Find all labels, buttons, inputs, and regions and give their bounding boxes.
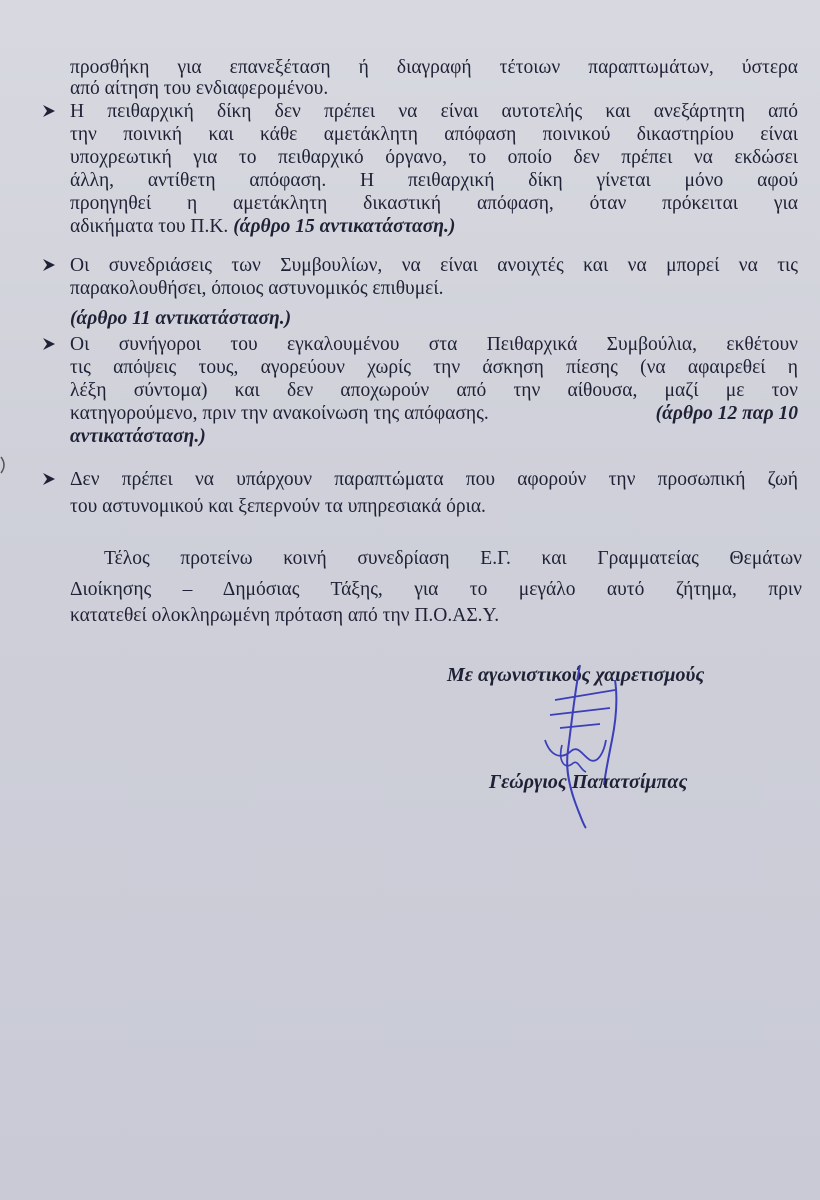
- handwritten-signature: [520, 660, 640, 830]
- text-line: κατατεθεί ολοκληρωμένη πρόταση από την Π.Ο.ΑΣ.Υ.: [70, 605, 500, 626]
- text-line: αδικήματα του Π.Κ.: [70, 216, 229, 237]
- text-line: Τέλος προτείνω κοινή συνεδρίαση Ε.Γ. και Γραμματείας Θεμάτων: [104, 548, 802, 569]
- text-line: υποχρεωτική για το πειθαρχικό όργανο, το οποίο δεν πρέπει να εκδώσει: [70, 147, 798, 168]
- article-reference: (άρθρο 11 αντικατάσταση.): [70, 308, 292, 329]
- arrow-bullet-icon: [42, 337, 56, 351]
- arrow-bullet-icon: [42, 472, 56, 486]
- article-reference: αντικατάσταση.): [70, 426, 206, 447]
- text-line: του αστυνομικού και ξεπερνούν τα υπηρεσιακά όρια.: [70, 496, 486, 517]
- text-line: παρακολουθήσει, όποιος αστυνομικός επιθυμεί.: [70, 278, 444, 299]
- text-line: Οι συνήγοροι του εγκαλουμένου στα Πειθαρχικά Συμβούλια, εκθέτουν: [70, 334, 798, 355]
- text-line: Δεν πρέπει να υπάρχουν παραπτώματα που αφορούν την προσωπική ζωή: [70, 469, 798, 490]
- article-reference: (άρθρο 15 αντικατάσταση.): [233, 216, 456, 237]
- arrow-bullet-icon: [42, 258, 56, 272]
- text-line: Η πειθαρχική δίκη δεν πρέπει να είναι αυτοτελής και ανεξάρτητη από: [70, 101, 798, 122]
- text-line: λέξη σύντομα) και δεν αποχωρούν από την αίθουσα, μαζί με τον: [70, 380, 798, 401]
- text-line: προσθήκη για επανεξέταση ή διαγραφή τέτοιων παραπτωμάτων, ύστερα: [70, 57, 798, 78]
- closing-greeting: Με αγωνιστικούς χαιρετισμούς: [447, 664, 705, 686]
- arrow-bullet-icon: [42, 104, 56, 118]
- signatory-name: Γεώργιος Παπατσίμπας: [489, 771, 688, 793]
- margin-mark: [0, 455, 10, 475]
- text-line: την ποινική και κάθε αμετάκλητη απόφαση ποινικού δικαστηρίου είναι: [70, 124, 798, 145]
- article-reference: (άρθρο 12 παρ 10: [655, 403, 798, 424]
- text-line: Οι συνεδριάσεις των Συμβουλίων, να είναι ανοιχτές και να μπορεί να τις: [70, 255, 798, 276]
- text-line: τις απόψεις τους, αγορεύουν χωρίς την άσκηση πίεσης (να αφαιρεθεί η: [70, 357, 798, 378]
- text-line: Διοίκησης – Δημόσιας Τάξης, για το μεγάλο αυτό ζήτημα, πριν: [70, 579, 802, 600]
- text-line: προηγηθεί η αμετάκλητη δικαστική απόφαση, όταν πρόκειται για: [70, 193, 798, 214]
- text-line: άλλη, αντίθετη απόφαση. Η πειθαρχική δίκη γίνεται μόνο αφού: [70, 170, 798, 191]
- text-line: από αίτηση του ενδιαφερομένου.: [70, 78, 329, 99]
- text-line: κατηγορούμενο, πριν την ανακοίνωση της απόφασης.: [70, 403, 489, 424]
